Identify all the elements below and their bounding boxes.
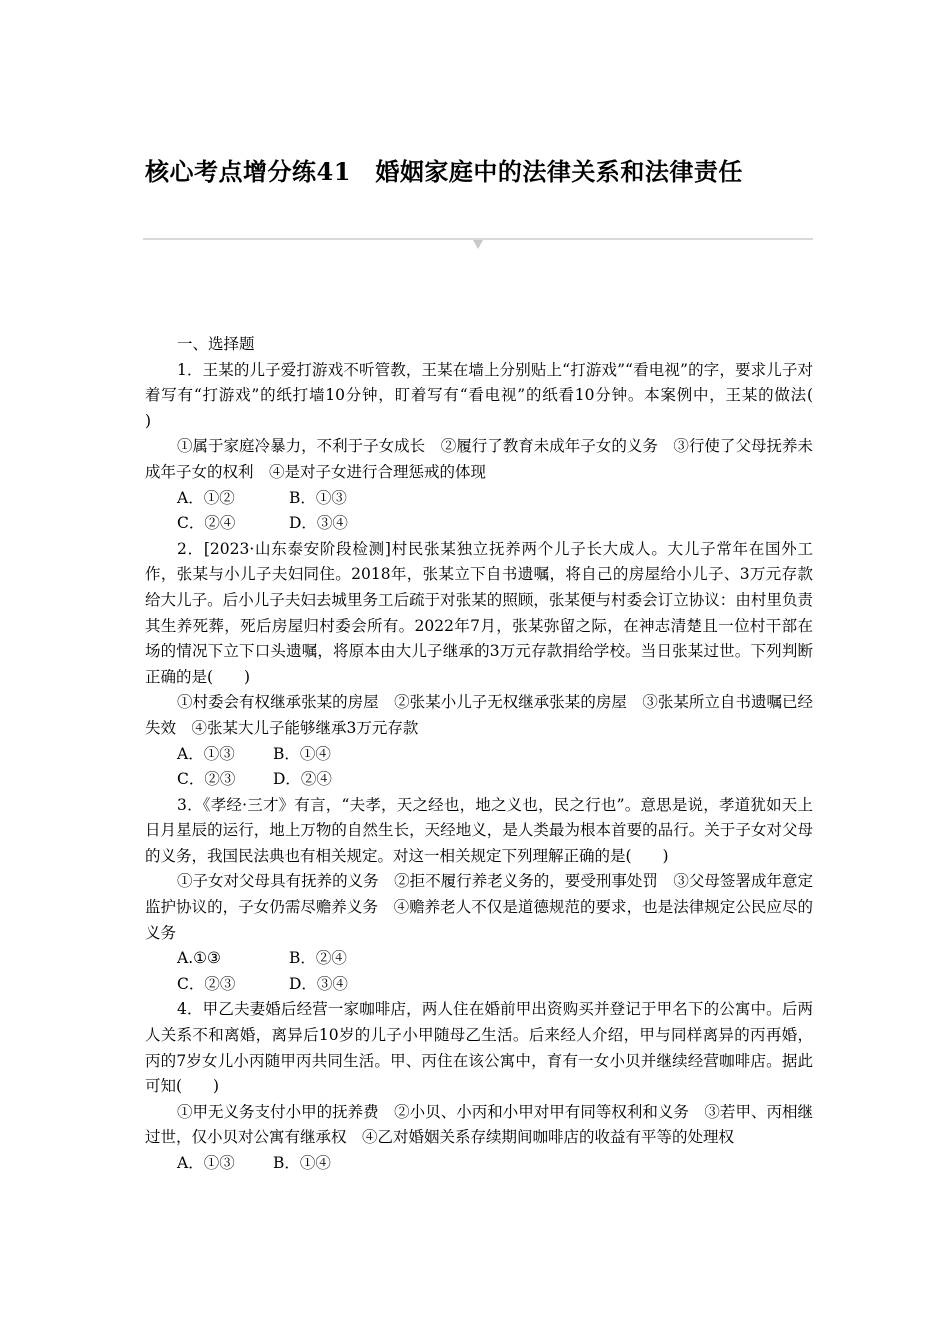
question-2-options-row-1 — [145, 742, 813, 768]
question-2-option-d[interactable]: D．②④ — [273, 770, 332, 789]
question-3-options-row-2 — [145, 972, 813, 998]
question-2-stem: 2．[2023·山东泰安阶段检测]村民张某独立抚养两个儿子长大成人。大儿子常年在国外工作，张某与小儿子夫妇同住。2018年，张某立下自书遗嘱，将自己的房屋给小儿子、3万元存款给大儿子。后小儿子夫妇去城里务工后疏于对张某的照顾，张某便与村委会订立协议：由村里负责其生养死葬，死后房屋归村委会所有。2022年7月，张某弥留之际，在神志清楚且一位村干部在场的情况下立下口头遗嘱，将原本由大儿子继承的3万元存款捐给学校。当日张某过世。下列判断正确的是( ) — [145, 539, 813, 686]
question-1-option-a[interactable]: A．①② — [177, 488, 235, 507]
question-1-statements: ①属于家庭冷暴力，不利于子女成长 ②履行了教育未成年子女的义务 ③行使了父母抚养未成年子女的权利 ④是对子女进行合理惩戒的体现 — [145, 437, 813, 481]
divider-arrow-icon — [473, 240, 483, 249]
question-2-statements: ①村委会有权继承张某的房屋 ②张某小儿子无权继承张某的房屋 ③张某所立自书遗嘱已经失效 ④张某大儿子能够继承3万元存款 — [145, 693, 813, 737]
page-title: 核心考点增分练41 婚姻家庭中的法律关系和法律责任 — [145, 157, 743, 186]
question-3-option-a[interactable]: A.①③ — [177, 949, 221, 968]
question-1-option-c[interactable]: C．②④ — [177, 514, 236, 533]
question-1-stem: 1．王某的儿子爱打游戏不听管教，王某在墙上分别贴上“打游戏”“看电视”的字，要求儿子对着写有“打游戏”的纸打墙10分钟，盯着写有“看电视”的纸看10分钟。本案例中，王某的做法( ) — [145, 360, 845, 430]
question-4-option-a[interactable]: A．①③ — [177, 1154, 235, 1172]
document-body — [145, 332, 845, 1177]
section-heading: 一、选择题 — [177, 335, 255, 353]
question-3-statements: ①子女对父母具有抚养的义务 ②拒不履行养老义务的，要受刑事处罚 ③父母签署成年意定监护协议的，子女仍需尽赡养义务 ④赡养老人不仅是道德规范的要求，也是法律规定公民应尽的义务 — [145, 872, 813, 942]
question-1-option-b[interactable]: B．①③ — [289, 488, 347, 507]
question-1-option-d[interactable]: D．③④ — [289, 514, 348, 533]
question-2-options-row-2 — [145, 767, 813, 793]
question-2-option-a[interactable]: A．①③ — [177, 744, 235, 763]
question-4-options-row-1 — [145, 1151, 813, 1177]
question-3-option-d[interactable]: D．③④ — [289, 974, 348, 993]
question-3-option-b[interactable]: B．②④ — [289, 949, 347, 968]
question-3-option-c[interactable]: C．②③ — [177, 974, 236, 993]
question-2-option-b[interactable]: B．①④ — [273, 744, 331, 763]
question-4-option-b[interactable]: B．①④ — [273, 1154, 331, 1172]
question-2-option-c[interactable]: C．②③ — [177, 770, 236, 789]
question-3-options-row-1 — [145, 946, 813, 972]
question-3-stem: 3．《孝经·三才》有言，“夫孝，天之经也，地之义也，民之行也”。意思是说，孝道犹如天上日月星辰的运行，地上万物的自然生长，天经地义，是人类最为根本首要的品行。关于子女对父母的义务，我国民法典也有相关规定。对这一相关规定下列理解正确的是( ) — [145, 795, 813, 865]
question-1-options-row-1 — [145, 486, 813, 512]
question-4-stem: 4．甲乙夫妻婚后经营一家咖啡店，两人住在婚前甲出资购买并登记于甲名下的公寓中。后两人关系不和离婚，离异后10岁的儿子小甲随母乙生活。后来经人介绍，甲与同样离异的丙再婚，丙的7岁女儿小丙随甲丙共同生活。甲、丙住在该公寓中，育有一女小贝并继续经营咖啡店。据此可知( ) — [145, 1000, 813, 1096]
question-4-statements: ①甲无义务支付小甲的抚养费 ②小贝、小丙和小甲对甲有同等权利和义务 ③若甲、丙相继过世，仅小贝对公寓有继承权 ④乙对婚姻关系存续期间咖啡店的收益有平等的处理权 — [145, 1102, 813, 1147]
question-1-options-row-2 — [145, 511, 813, 537]
